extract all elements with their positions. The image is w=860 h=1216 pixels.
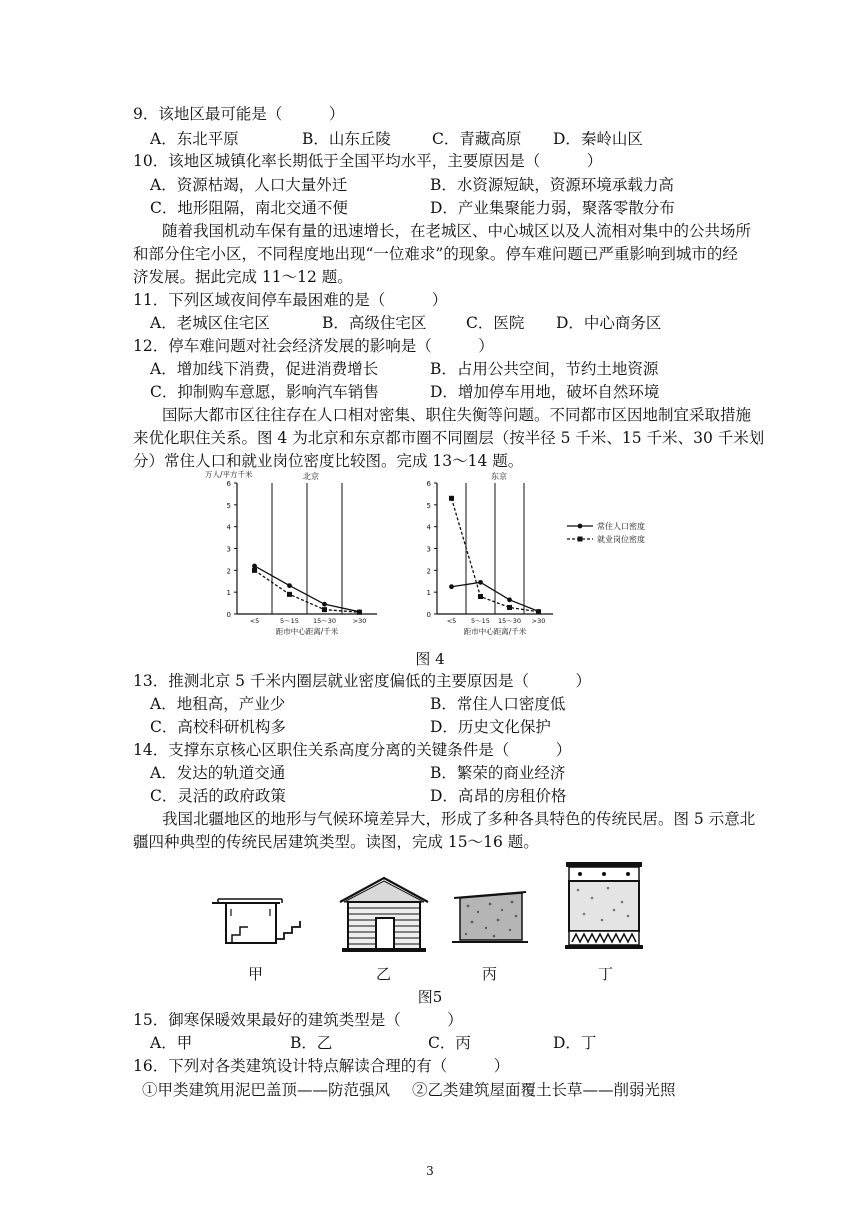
tokyo-series-1-point-3	[536, 609, 541, 614]
figure-5-caption: 图5	[417, 988, 443, 1006]
beijing-ytick-label-5: 5	[226, 501, 231, 510]
tokyo-title: 东京	[491, 472, 507, 481]
q14-option-a: A．发达的轨道交通	[150, 764, 286, 782]
legend-job-marker	[578, 537, 583, 542]
tokyo-series-0-point-1	[478, 580, 483, 585]
tokyo-ytick-label-5: 5	[426, 501, 431, 510]
q15-option-a: A．甲	[150, 1034, 193, 1052]
beijing-xtick-label-2: 15～30	[312, 617, 337, 625]
passage-3-line-1: 我国北疆地区的地形与气候环境差异大，形成了多种各具特色的传统民居。图 5 示意北	[162, 810, 756, 828]
passage-3-line-2: 疆四种典型的传统民居建筑类型。读图，完成 15～16 题。	[133, 833, 539, 851]
q12-option-c: C．抑制购车意愿，影响汽车销售	[150, 383, 379, 401]
beijing-series-0-point-0	[252, 564, 257, 569]
question-14-stem: 14．支撑东京核心区职住关系高度分离的关键条件是（ ）	[133, 741, 572, 759]
q9-option-c: C．青藏高原	[432, 130, 522, 148]
passage-2-line-1: 国际大都市区往往存在人口相对密集、职住失衡等问题。不同都市区因地制宜采取措施	[162, 406, 752, 424]
building-ding-illustration	[562, 858, 646, 954]
beijing-ytick-label-1: 1	[226, 589, 231, 598]
beijing-xtick-label-3: >30	[352, 617, 367, 625]
tokyo-xtick-label-3: >30	[531, 617, 546, 625]
question-13-stem: 13．推测北京 5 千米内圈层就业密度偏低的主要原因是（ ）	[133, 672, 591, 690]
q12-option-a: A．增加线下消费，促进消费增长	[150, 360, 379, 378]
q16-statement-1: ①甲类建筑用泥巴盖顶——防范强风	[142, 1081, 391, 1099]
tokyo-density-chart	[405, 468, 575, 640]
q13-option-b: B．常住人口密度低	[430, 695, 566, 713]
tokyo-series-1-point-0	[449, 496, 454, 501]
tokyo-xtick-label-2: 15～30	[497, 617, 522, 625]
beijing-series-0-point-1	[287, 583, 292, 588]
tokyo-ytick-label-0: 0	[426, 611, 431, 619]
beijing-title: 北京	[303, 472, 319, 481]
tokyo-ytick-label-2: 2	[426, 567, 431, 576]
beijing-xlabel: 距市中心距离/千米	[275, 627, 339, 636]
legend-resident-marker	[578, 524, 583, 529]
q10-option-d: D．产业集聚能力弱，聚落零散分布	[430, 199, 675, 217]
figure-5-label-jia: 甲	[248, 965, 264, 983]
q10-option-c: C．地形阻隔，南北交通不便	[150, 199, 348, 217]
tokyo-xlabel: 距市中心距离/千米	[463, 627, 527, 636]
tokyo-ytick-label-3: 3	[426, 545, 431, 554]
question-15-stem: 15．御寒保暖效果最好的建筑类型是（ ）	[133, 1011, 463, 1029]
q16-statement-2: ②乙类建筑屋面覆土长草——削弱光照	[412, 1081, 676, 1099]
passage-2-line-3: 分）常住人口和就业岗位密度比较图。完成 13～14 题。	[133, 452, 524, 470]
figure-4-caption: 图 4	[415, 650, 445, 668]
beijing-ytick-label-0: 0	[226, 611, 231, 619]
passage-1-line-1: 随着我国机动车保有量的迅速增长，在老城区、中心城区以及人流相对集中的公共场所	[162, 222, 752, 240]
q13-option-c: C．高校科研机构多	[150, 718, 286, 736]
q15-option-c: C．丙	[428, 1034, 471, 1052]
q13-option-d: D．历史文化保护	[430, 718, 551, 736]
question-16-stem: 16．下列对各类建筑设计特点解读合理的有（ ）	[133, 1057, 510, 1075]
q14-option-d: D．高昂的房租价格	[430, 787, 567, 805]
beijing-series-1-point-2	[322, 607, 327, 612]
beijing-ytick-label-4: 4	[226, 523, 231, 532]
legend-resident-label: 常住人口密度	[597, 522, 645, 531]
q9-option-b: B．山东丘陵	[302, 130, 391, 148]
building-yi-illustration	[334, 872, 434, 954]
q11-option-d: D．中心商务区	[556, 314, 662, 332]
q15-option-b: B．乙	[290, 1034, 333, 1052]
beijing-series-0-point-2	[322, 602, 327, 607]
q15-option-d: D．丁	[553, 1034, 597, 1052]
beijing-series-1-point-0	[252, 568, 257, 573]
q9-option-a: A．东北平原	[150, 130, 239, 148]
beijing-series-1-point-3	[357, 610, 362, 615]
q10-option-b: B．水资源短缺，资源环境承载力高	[430, 176, 674, 194]
tokyo-series-0-point-2	[507, 597, 512, 602]
q11-option-a: A．老城区住宅区	[150, 314, 270, 332]
tokyo-series-1-point-1	[478, 594, 483, 599]
tokyo-xtick-label-0: <5	[446, 617, 457, 625]
beijing-ytick-label-6: 6	[226, 480, 231, 488]
passage-2-line-2: 来优化职住关系。图 4 为北京和东京都市圈不同圈层（按半径 5 千米、15 千米、30 千米划	[133, 429, 765, 447]
tokyo-ytick-label-1: 1	[426, 589, 431, 598]
beijing-ytick-label-3: 3	[226, 545, 231, 554]
beijing-ytick-label-2: 2	[226, 567, 231, 576]
figure-5-label-ding: 丁	[598, 965, 614, 983]
figure-4-legend	[565, 518, 705, 548]
question-9-stem: 9．该地区最可能是（ ）	[133, 105, 345, 123]
beijing-ylabel: 万人/平方千米	[205, 470, 253, 479]
q12-option-b: B．占用公共空间，节约土地资源	[430, 360, 659, 378]
q13-option-a: A．地租高，产业少	[150, 695, 286, 713]
building-jia-illustration	[210, 883, 315, 945]
page-number: 3	[426, 1164, 434, 1178]
q9-option-d: D．秦岭山区	[553, 130, 643, 148]
q14-option-b: B．繁荣的商业经济	[430, 764, 566, 782]
beijing-series-1-point-1	[287, 592, 292, 597]
q10-option-a: A．资源枯竭，人口大量外迁	[150, 176, 348, 194]
beijing-xtick-label-1: 5～15	[280, 617, 299, 625]
question-12-stem: 12．停车难问题对社会经济发展的影响是（ ）	[133, 337, 494, 355]
tokyo-series-1-point-2	[507, 605, 512, 610]
q11-option-c: C．医院	[466, 314, 525, 332]
building-bing-illustration	[450, 888, 530, 946]
figure-5-label-bing: 丙	[482, 965, 498, 983]
legend-job-label: 就业岗位密度	[597, 535, 645, 544]
figure-5-label-yi: 乙	[376, 965, 392, 983]
passage-1-line-2: 和部分住宅小区，不同程度地出现“一位难求”的现象。停车难问题已严重影响到城市的经	[133, 245, 738, 263]
tokyo-ytick-label-4: 4	[426, 523, 431, 532]
tokyo-series-0-point-0	[449, 584, 454, 589]
beijing-density-chart	[205, 468, 395, 640]
tokyo-ytick-label-6: 6	[426, 480, 431, 488]
beijing-xtick-label-0: <5	[249, 617, 260, 625]
passage-1-line-3: 济发展。据此完成 11～12 题。	[133, 268, 353, 286]
q11-option-b: B．高级住宅区	[322, 314, 427, 332]
q12-option-d: D．增加停车用地，破坏自然环境	[430, 383, 660, 401]
question-11-stem: 11．下列区域夜间停车最困难的是（ ）	[133, 291, 448, 309]
tokyo-xtick-label-1: 5～15	[471, 617, 490, 625]
question-10-stem: 10．该地区城镇化率长期低于全国平均水平，主要原因是（ ）	[133, 152, 603, 170]
q14-option-c: C．灵活的政府政策	[150, 787, 286, 805]
